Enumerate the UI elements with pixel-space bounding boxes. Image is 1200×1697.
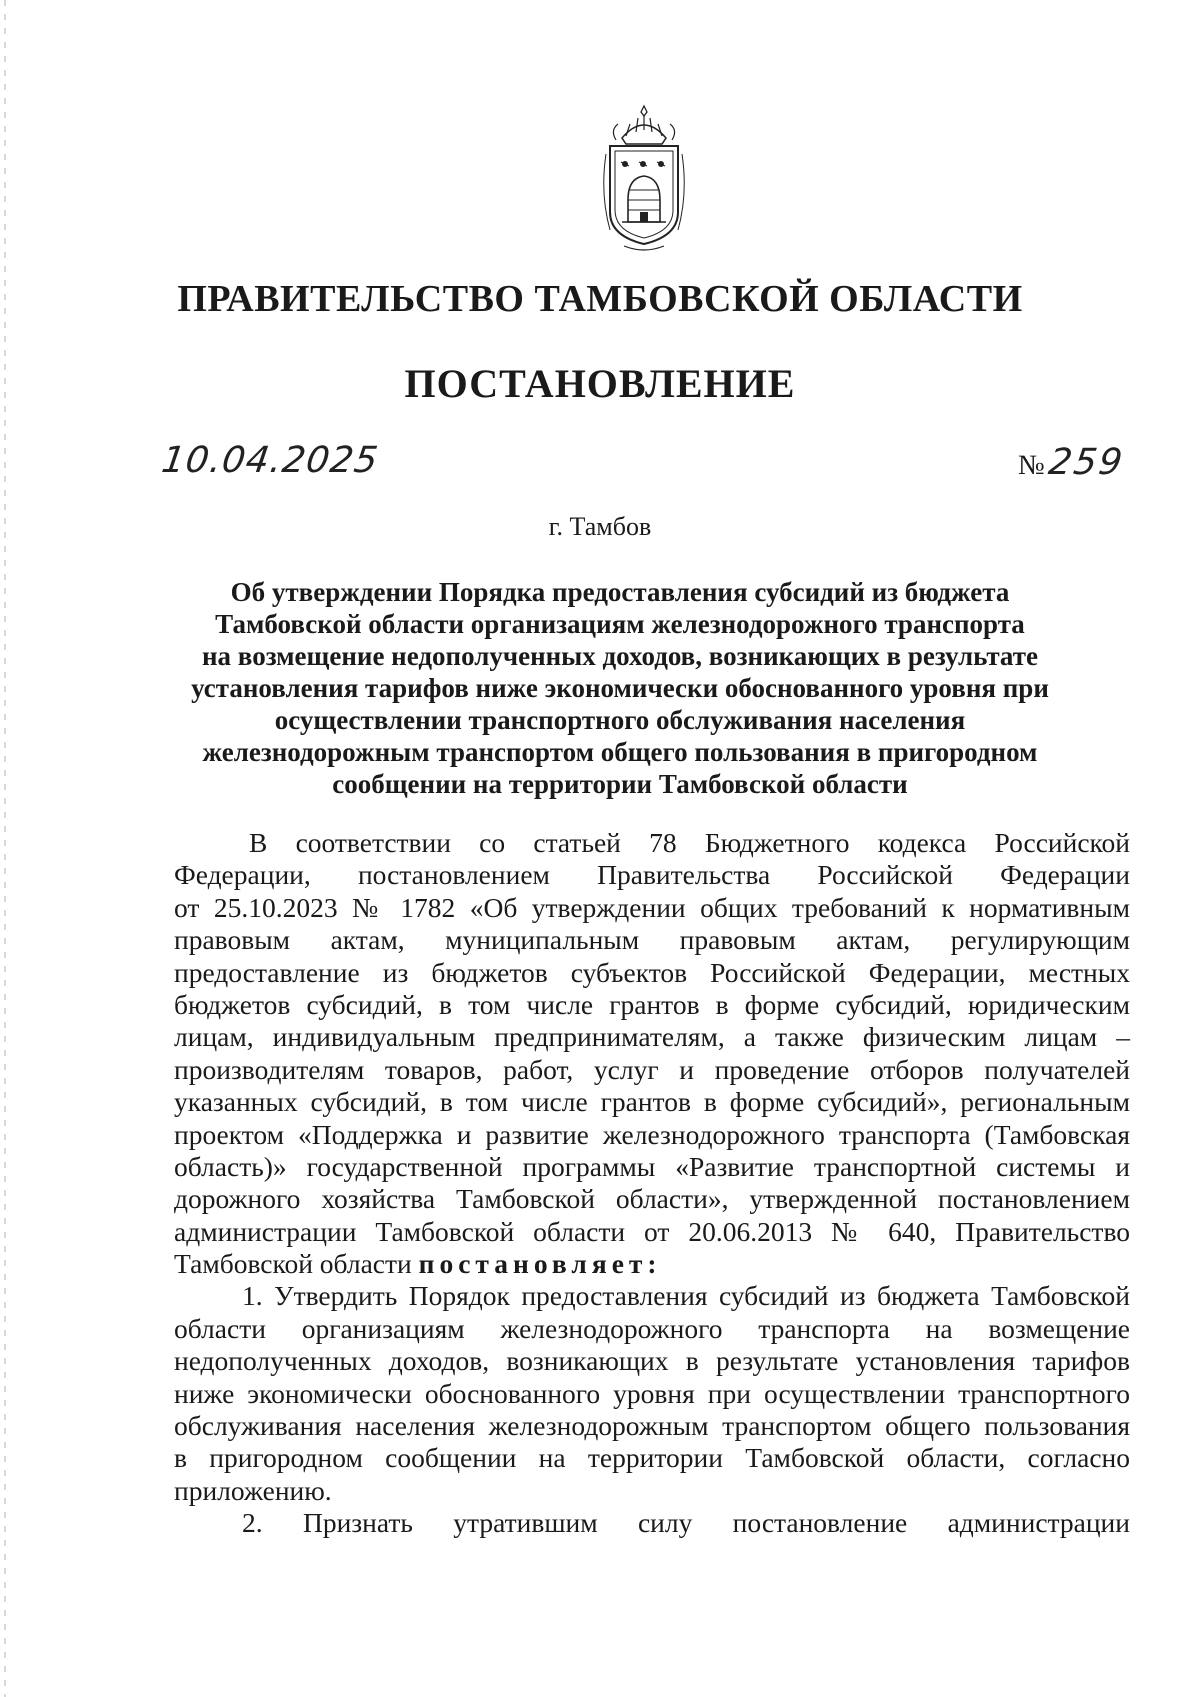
document-type-title: ПОСТАНОВЛЕНИЕ bbox=[404, 361, 796, 406]
subject-line: Об утверждении Порядка предоставления субсидий из бюджета bbox=[230, 577, 1010, 607]
item-1-line: недополученных доходов, возникающих в результате установления тарифов bbox=[174, 1345, 1130, 1377]
body-line: область)» государственной программы «Развитие транспортной системы и bbox=[174, 1150, 1130, 1182]
body-line: правовым актам, муниципальным правовым актам, регулирующим bbox=[174, 924, 1130, 956]
item-1-line: 1. Утвердить Порядок предоставления субсидий из бюджета Тамбовской bbox=[242, 1280, 1130, 1312]
body-line: администрации Тамбовской области от 20.06.2013 № 640, Правительство bbox=[174, 1215, 1130, 1247]
document-number bbox=[1018, 442, 1127, 483]
handwritten-number: 259 bbox=[1045, 442, 1127, 483]
document-subject bbox=[180, 576, 1060, 800]
body-line: указанных субсидий, в том числе грантов в форме субсидий», региональным bbox=[174, 1086, 1130, 1118]
body-line: производителям товаров, работ, услуг и проведение отборов получателей bbox=[174, 1053, 1130, 1085]
number-label: № bbox=[1018, 450, 1045, 481]
subject-line: на возмещение недополученных доходов, возникающих в результате bbox=[202, 641, 1038, 671]
item-1-line: в пригородном сообщении на территории Тамбовской области, согласно bbox=[174, 1442, 1130, 1474]
item-1-line: области организациям железнодорожного транспорта на возмещение bbox=[174, 1312, 1130, 1344]
subject-line: железнодорожным транспортом общего пользования в пригородном bbox=[202, 737, 1038, 767]
body-line: предоставление из бюджетов субъектов Российской Федерации, местных bbox=[174, 956, 1130, 988]
item-2-line: 2. Признать утратившим силу постановление администрации bbox=[242, 1507, 1130, 1539]
body-line: от 25.10.2023 № 1782 «Об утверждении общих требований к нормативным bbox=[174, 891, 1130, 923]
body-line: Федерации, постановлением Правительства Российской Федерации bbox=[174, 859, 1130, 891]
item-1-line: обслуживания населения железнодорожным транспортом общего пользования bbox=[174, 1410, 1130, 1442]
subject-line: установления тарифов ниже экономически обоснованного уровня при bbox=[191, 673, 1049, 703]
body-line: В соответствии со статьей 78 Бюджетного кодекса Российской bbox=[249, 827, 1130, 858]
tambov-coat-of-arms-icon bbox=[596, 104, 692, 254]
body-line: лицам, индивидуальным предпринимателям, а также физическим лицам – bbox=[174, 1021, 1130, 1053]
item-1-line: ниже экономически обоснованного уровня при осуществлении транспортного bbox=[174, 1377, 1130, 1409]
subject-line: сообщении на территории Тамбовской области bbox=[332, 769, 908, 799]
subject-line: Тамбовской области организациям железнодорожного транспорта bbox=[215, 609, 1025, 639]
subject-line: осуществлении транспортного обслуживания населения bbox=[274, 705, 966, 735]
document-body bbox=[174, 827, 1130, 1540]
body-line: дорожного хозяйства Тамбовской области», утвержденной постановлением bbox=[174, 1183, 1130, 1215]
handwritten-date: 10.04.2025 bbox=[159, 440, 382, 481]
body-line: бюджетов субсидий, в том числе грантов в форме субсидий, юридическим bbox=[174, 988, 1130, 1020]
decree-prefix: Тамбовской области bbox=[174, 1248, 419, 1280]
government-title: ПРАВИТЕЛЬСТВО ТАМБОВСКОЙ ОБЛАСТИ bbox=[177, 278, 1023, 320]
decree-word: постановляет: bbox=[418, 1248, 662, 1280]
body-line bbox=[174, 1248, 1130, 1280]
scan-edge bbox=[4, 0, 6, 1697]
item-1-line: приложению. bbox=[174, 1474, 332, 1506]
body-line: проектом «Поддержка и развитие железнодорожного транспорта (Тамбовская bbox=[174, 1118, 1130, 1150]
city-line: г. Тамбов bbox=[548, 512, 652, 541]
